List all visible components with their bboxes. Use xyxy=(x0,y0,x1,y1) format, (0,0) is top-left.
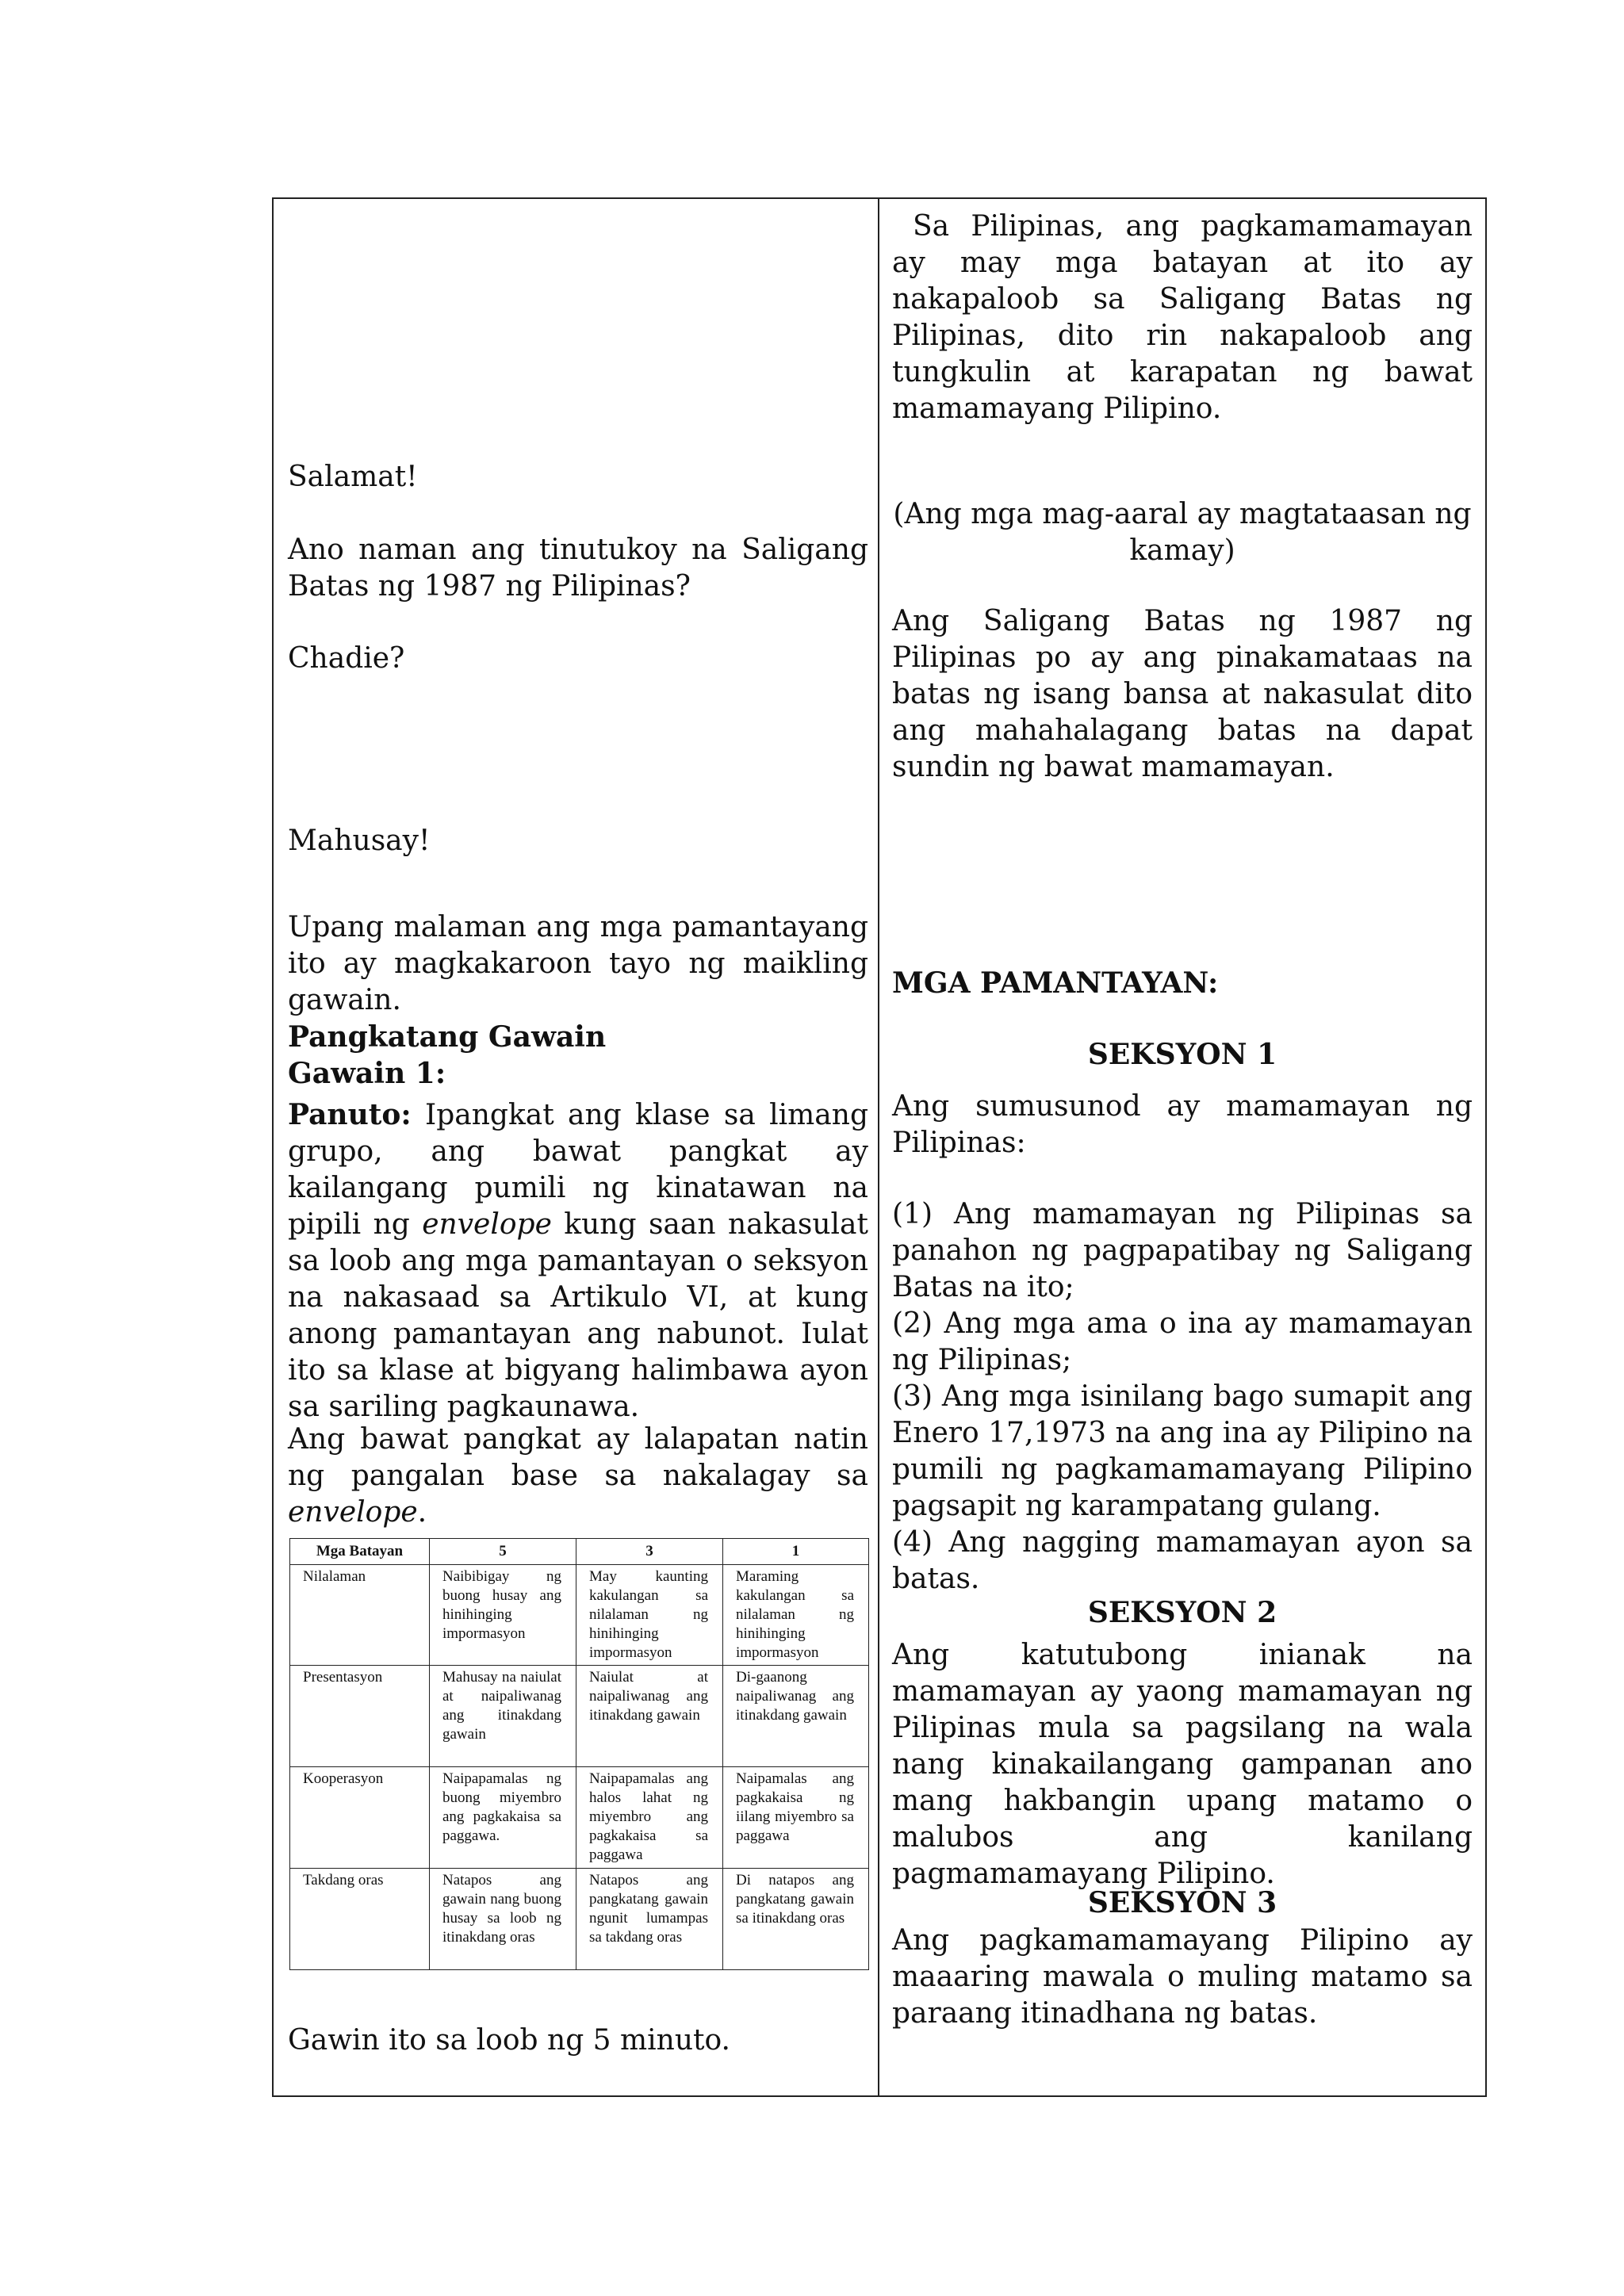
rubric-header: Mga Batayan xyxy=(290,1539,430,1565)
rubric-row xyxy=(290,1666,869,1767)
teacher-question: Ano naman ang tinutukoy na Saligang Batas ng 1987 ng Pilipinas? xyxy=(288,534,868,603)
rubric-criterion: Presentasyon xyxy=(290,1666,430,1767)
section-2-text: Ang katutubong inianak na mamamayan ay yaong mamamayan ng Pilipinas mula sa pagsilang na wala nang kinakailangang gampanan ano mang hakbangin upang matamo o malubos ang kanilang pagmamamayang Pilipino. xyxy=(892,1639,1473,1890)
group-naming-emphasis: envelope xyxy=(288,1496,418,1529)
section-2-title: SEKSYON 2 xyxy=(1087,1596,1277,1629)
rubric-cell: May kaunting kakulangan sa nilalaman ng hinihinging impormasyon xyxy=(576,1565,723,1666)
rubric-cell: Naiulat at naipaliwanag ang itinakdang gawain xyxy=(576,1666,723,1767)
rubric-cell: Maraming kakulangan sa nilalaman ng hinihinging impormasyon xyxy=(723,1565,869,1666)
students-raise-hands: (Ang mga mag-aaral ay magtataasan ng kamay) xyxy=(893,498,1472,567)
teacher-thanks: Salamat! xyxy=(288,461,418,493)
teacher-praise: Mahusay! xyxy=(288,825,431,857)
instructions-text-2: kung saan nakasulat sa loob ang mga pamantayan o seksyon na nakasaad sa Artikulo VI, at kung anong pamantayan ang nabunot. Iulat ito sa klase at bigyang halimbawa ayon sa sariling pagkaunawa. xyxy=(288,1208,868,1423)
rubric-header: 3 xyxy=(576,1539,723,1565)
rubric-row xyxy=(290,1767,869,1869)
rubric-header-row xyxy=(290,1539,869,1565)
column-divider xyxy=(878,199,879,2095)
group-naming-text: Ang bawat pangkat ay lalapatan natin ng pangalan base sa nakalagay sa xyxy=(288,1423,868,1492)
rubric-criterion: Nilalaman xyxy=(290,1565,430,1666)
section-1-item: (1) Ang mamamayan ng Pilipinas sa panahon ng pagpapatibay ng Saligang Batas na ito; xyxy=(892,1198,1473,1303)
time-limit-note: Gawin ito sa loob ng 5 minuto. xyxy=(288,2024,730,2057)
rubric-criterion: Kooperasyon xyxy=(290,1767,430,1869)
section-1-item: (4) Ang nagging mamamayan ayon sa batas. xyxy=(892,1526,1473,1595)
activity-title: Pangkatang Gawain xyxy=(288,1020,607,1054)
rubric-cell: Natapos ang pangkatang gawain ngunit lumampas sa takdang oras xyxy=(576,1869,723,1970)
section-1-title: SEKSYON 1 xyxy=(1087,1038,1277,1071)
citizenship-intro: Sa Pilipinas, ang pagkamamamayan ay may mga batayan at ito ay nakapaloob sa Saligang Batas ng Pilipinas, dito rin nakapaloob ang tungkulin at karapatan ng bawat mamamayang Pilipino. xyxy=(892,210,1473,425)
instructions-emphasis: envelope xyxy=(422,1208,552,1241)
rubric-cell: Naipapamalas ang halos lahat ng miyembro ang pagkakaisa sa paggawa xyxy=(576,1767,723,1869)
instructions-text-1: Ipangkat ang klase sa limang grupo, ang bawat pangkat ay kailangang pumili ng kinatawan na pipili ng xyxy=(288,1099,868,1241)
student-answer: Ang Saligang Batas ng 1987 ng Pilipinas po ay ang pinakamataas na batas ng isang bansa at nakasulat dito ang mahahalagang batas na dapat sundin ng bawat mamamayan. xyxy=(892,605,1473,783)
instructions-label: Panuto: xyxy=(288,1098,412,1131)
rubric-criterion: Takdang oras xyxy=(290,1869,430,1970)
section-3-title: SEKSYON 3 xyxy=(1087,1886,1277,1919)
rubric-header: 1 xyxy=(723,1539,869,1565)
teacher-calls-student: Chadie? xyxy=(288,642,405,675)
rubric-cell: Naipamalas ang pagkakaisa ng iilang miyembro sa paggawa xyxy=(723,1767,869,1869)
rubric-cell: Naipapamalas ng buong miyembro ang pagkakaisa sa paggawa. xyxy=(430,1767,576,1869)
rubric-cell: Natapos ang gawain nang buong husay sa loob ng itinakdang oras xyxy=(430,1869,576,1970)
rubric-cell: Di-gaanong naipaliwanag ang itinakdang gawain xyxy=(723,1666,869,1767)
section-1-item: (3) Ang mga isinilang bago sumapit ang Enero 17,1973 na ang ina ay Pilipino na pumili ng pagkamamamayang Pilipino pagsapit ng karampatang gulang. xyxy=(892,1380,1473,1522)
rubric-header: 5 xyxy=(430,1539,576,1565)
group-naming-note xyxy=(288,1422,868,1531)
activity-number: Gawain 1: xyxy=(288,1057,446,1090)
section-1-intro: Ang sumusunod ay mamamayan ng Pilipinas: xyxy=(892,1090,1473,1159)
rubric-row xyxy=(290,1565,869,1666)
rubric-cell: Mahusay na naiulat at naipaliwanag ang itinakdang gawain xyxy=(430,1666,576,1767)
standards-heading: MGA PAMANTAYAN: xyxy=(892,966,1219,1000)
rubric-cell: Di natapos ang pangkatang gawain sa itinakdang oras xyxy=(723,1869,869,1970)
rubric-table xyxy=(289,1538,869,1970)
section-3-text: Ang pagkamamamayang Pilipino ay maaaring mawala o muling matamo sa paraang itinadhana ng batas. xyxy=(892,1924,1473,2030)
rubric-row xyxy=(290,1869,869,1970)
group-naming-end: . xyxy=(417,1496,427,1529)
rubric-cell: Naibibigay ng buong husay ang hinihinging impormasyon xyxy=(430,1565,576,1666)
activity-instructions xyxy=(288,1096,868,1425)
activity-intro: Upang malaman ang mga pamantayang ito ay magkakaroon tayo ng maikling gawain. xyxy=(288,911,868,1016)
section-1-item: (2) Ang mga ama o ina ay mamamayan ng Pilipinas; xyxy=(892,1307,1473,1376)
lesson-plan-table xyxy=(272,197,1487,2097)
